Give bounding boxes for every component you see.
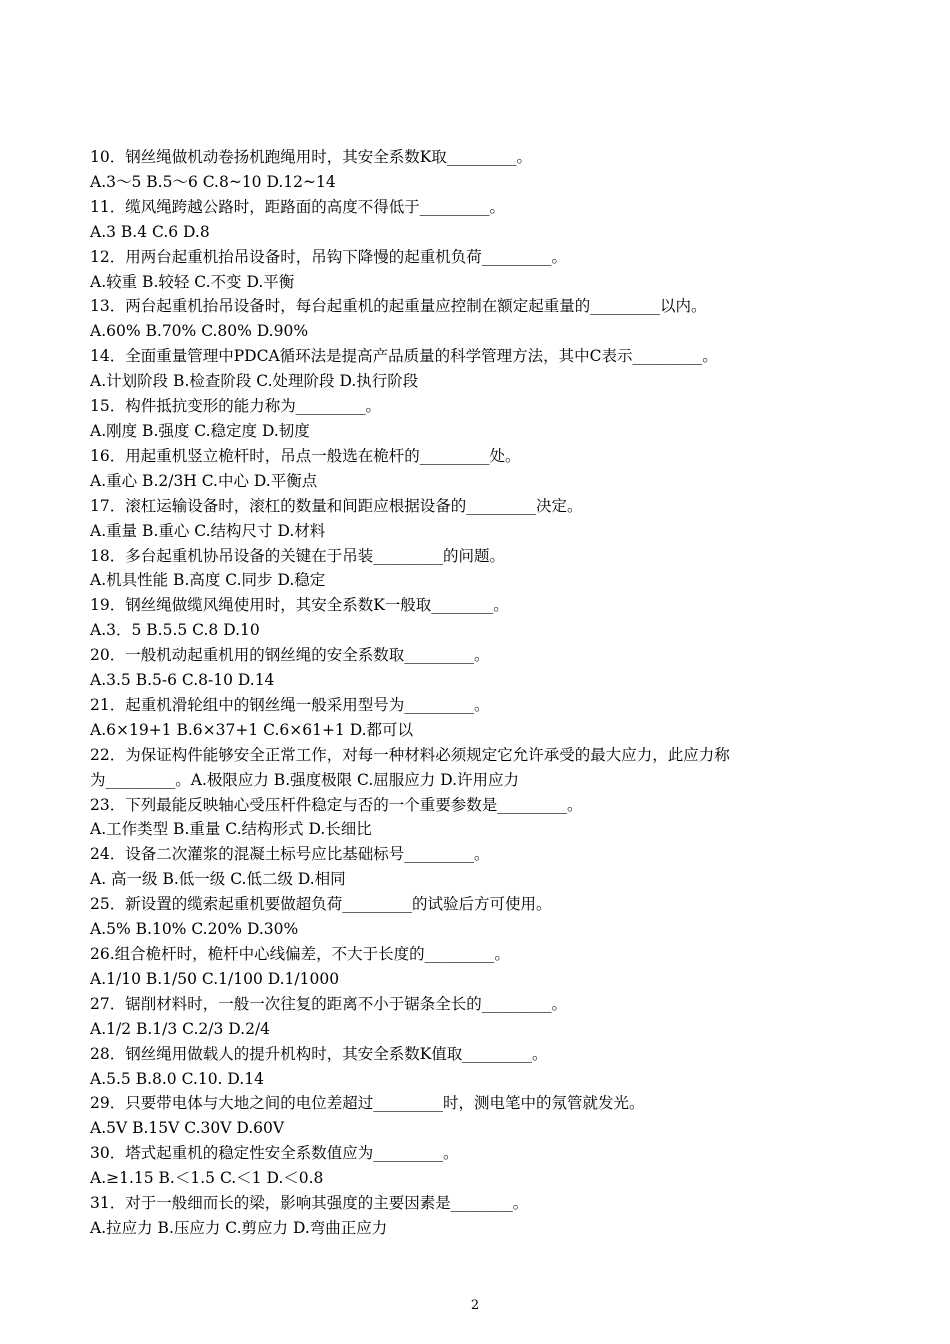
text-line: A.重心 B.2/3H C.中心 D.平衡点 [90,471,318,490]
text-line: A.≥1.15 B.＜1.5 C.＜1 D.＜0.8 [90,1169,324,1188]
text-line: 22．为保证构件能够安全正常工作，对每一种材料必须规定它允许承受的最大应力，此应力称 [90,745,730,764]
text-line: 27．锯削材料时，一般一次往复的距离不小于锯条全长的_________。 [90,994,567,1013]
text-line: 31．对于一般细而长的梁，影响其强度的主要因素是________。 [90,1194,529,1213]
text-line: A.1/2 B.1/3 C.2/3 D.2/4 [90,1019,271,1038]
text-line: 29．只要带电体与大地之间的电位差超过_________时，测电笔中的氖管就发光。 [90,1094,645,1113]
text-line: 21．起重机滑轮组中的钢丝绳一般采用型号为_________。 [90,695,490,714]
text-line: 19．钢丝绳做缆风绳使用时，其安全系数K一般取________。 [90,596,509,615]
text-line: 18．多台起重机协吊设备的关键在于吊装_________的问题。 [90,546,505,565]
question-list [90,145,880,1241]
text-line: 15．构件抵抗变形的能力称为_________。 [90,397,381,416]
text-line: A.6×19+1 B.6×37+1 C.6×61+1 D.都可以 [90,720,414,739]
page-number: 2 [470,1298,480,1313]
text-line: A. 高一级 B.低一级 C.低二级 D.相同 [90,870,346,889]
text-line: A.5.5 B.8.0 C.10. D.14 [90,1069,264,1088]
text-line: A.3．5 B.5.5 C.8 D.10 [90,621,260,640]
text-line: A.工作类型 B.重量 C.结构形式 D.长细比 [90,820,372,839]
text-line: 30．塔式起重机的稳定性安全系数值应为_________。 [90,1144,459,1163]
text-line: 14．全面重量管理中PDCA循环法是提高产品质量的科学管理方法，其中C表示_________。 [90,347,718,366]
text-line: A.3～5 B.5～6 C.8~10 D.12~14 [90,172,336,191]
text-line: 23．下列最能反映轴心受压杆件稳定与否的一个重要参数是_________。 [90,795,583,814]
text-line: 17．滚杠运输设备时，滚杠的数量和间距应根据设备的_________决定。 [90,496,583,515]
text-line: 16．用起重机竖立桅杆时，吊点一般选在桅杆的_________处。 [90,446,521,465]
text-line: 25．新设置的缆索起重机要做超负荷_________的试验后方可使用。 [90,895,552,914]
text-line: A.3 B.4 C.6 D.8 [90,222,210,241]
text-line: 为_________。A.极限应力 B.强度极限 C.屈服应力 D.许用应力 [90,770,520,789]
text-line: 10．钢丝绳做机动卷扬机跑绳用时，其安全系数K取_________。 [90,148,533,166]
text-line: A.5% B.10% C.20% D.30% [90,920,299,939]
text-line: A.5V B.15V C.30V D.60V [90,1119,285,1138]
text-line: 13．两台起重机抬吊设备时，每台起重机的起重量应控制在额定起重量的_________以内。 [90,297,707,316]
text-line: 26.组合桅杆时，桅杆中心线偏差，不大于长度的_________。 [90,945,510,963]
text-line: A.60% B.70% C.80% D.90% [90,322,309,341]
text-line: A.机具性能 B.高度 C.同步 D.稳定 [90,571,326,590]
text-line: A.计划阶段 B.检查阶段 C.处理阶段 D.执行阶段 [90,372,419,391]
text-line: A.3.5 B.5-6 C.8-10 D.14 [90,671,275,690]
text-line: 12．用两台起重机抬吊设备时，吊钩下降慢的起重机负荷_________。 [90,247,567,266]
text-line: A.1/10 B.1/50 C.1/100 D.1/1000 [90,969,340,988]
text-line: A.较重 B.较轻 C.不变 D.平衡 [90,272,295,291]
text-line: 24．设备二次灌浆的混凝土标号应比基础标号_________。 [90,845,490,864]
text-line: A.重量 B.重心 C.结构尺寸 D.材料 [90,521,326,540]
text-line: A.拉应力 B.压应力 C.剪应力 D.弯曲正应力 [90,1218,388,1237]
text-line: 28．钢丝绳用做载人的提升机构时，其安全系数K值取_________。 [90,1044,548,1063]
text-line: 20．一般机动起重机用的钢丝绳的安全系数取_________。 [90,646,490,665]
text-line: A.刚度 B.强度 C.稳定度 D.韧度 [90,421,310,440]
text-line: 11．缆风绳跨越公路时，距路面的高度不得低于_________。 [90,197,505,216]
